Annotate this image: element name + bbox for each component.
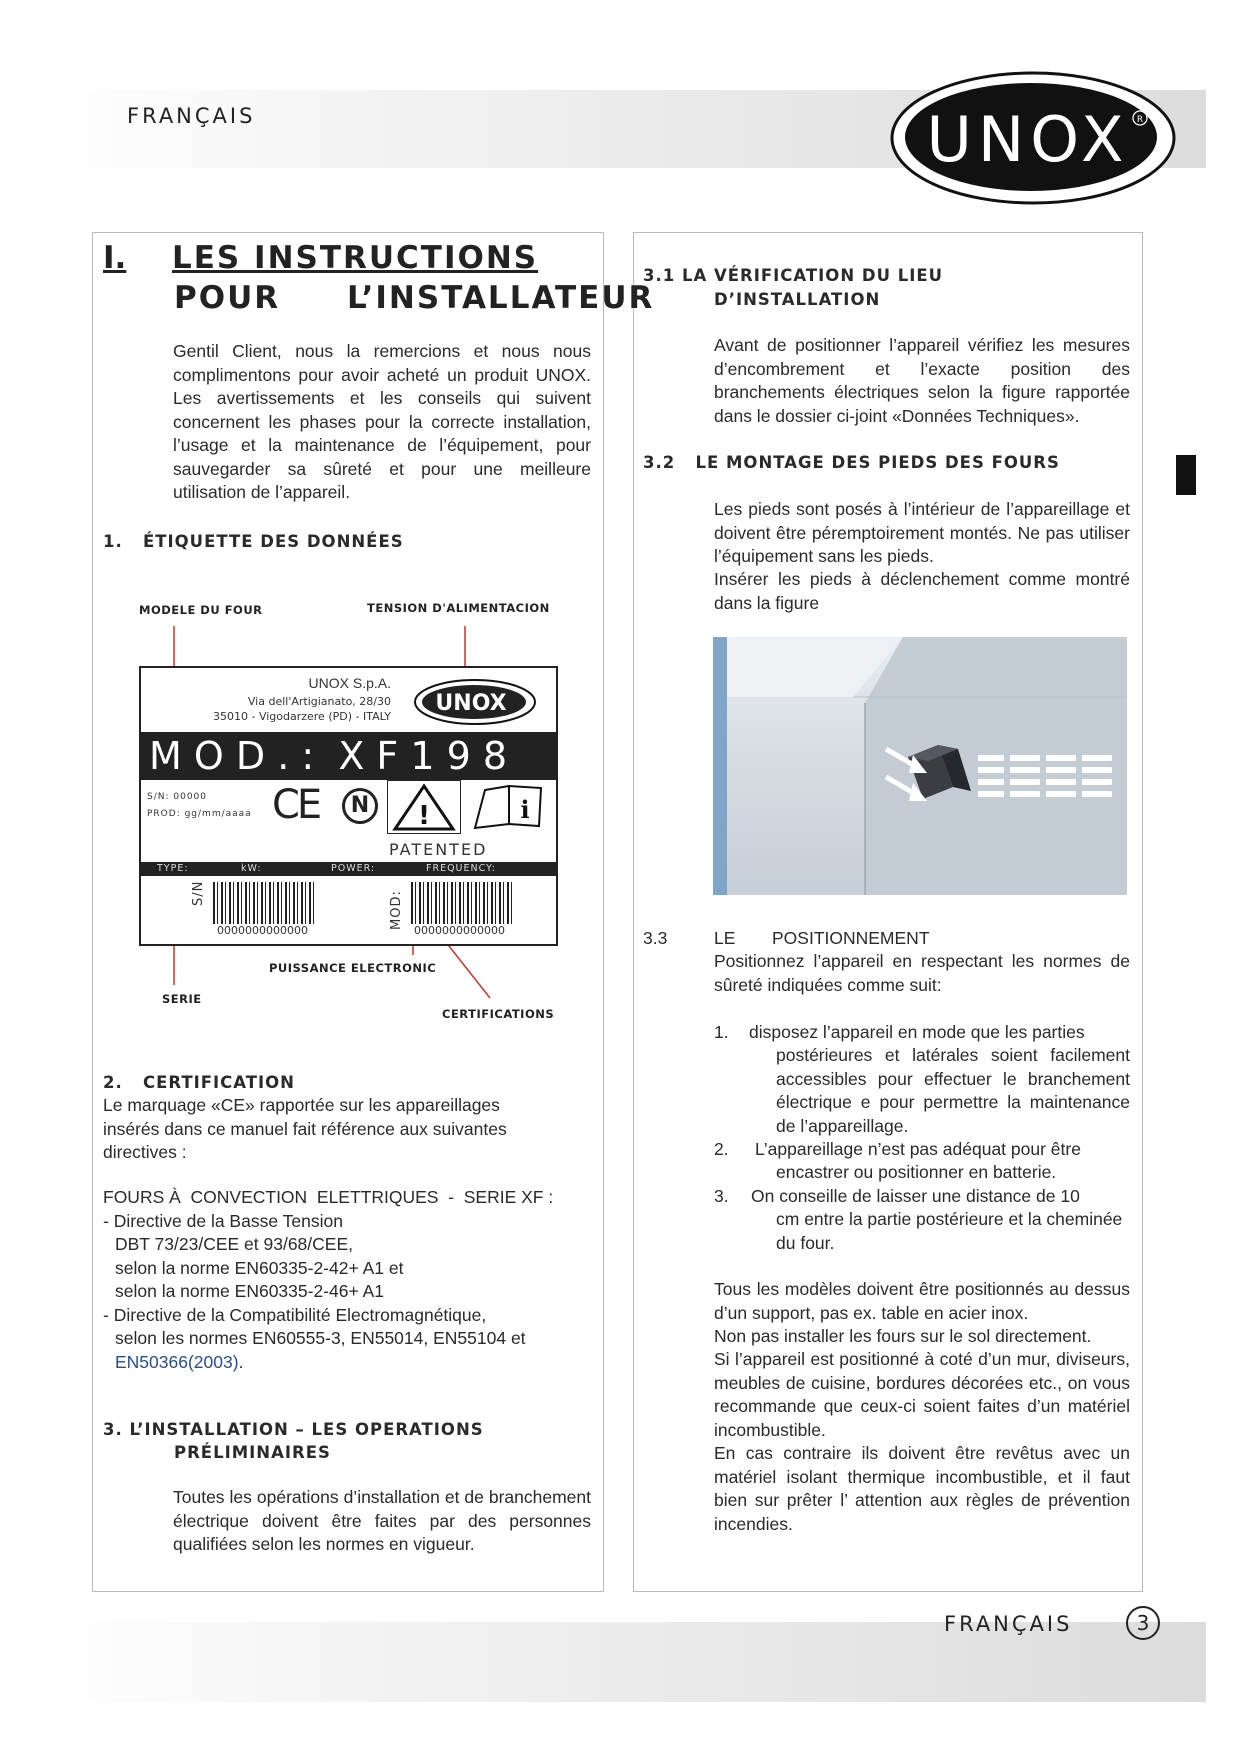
plate-address2: 35010 - Vigodarzere (PD) - ITALY bbox=[212, 710, 391, 723]
section2-line-3: selon la norme EN60335-2-42+ A1 et bbox=[115, 1258, 404, 1278]
section2-text: Le marquage «CE» rapportée sur les appareillages insérés dans ce manuel fait référence aux suivantes directives : bbox=[103, 1095, 507, 1162]
s33-title-a: LE bbox=[714, 928, 736, 948]
warning-icon bbox=[387, 780, 461, 834]
section2-line-2: DBT 73/23/CEE et 93/68/CEE, bbox=[115, 1234, 354, 1254]
plate-power: POWER: bbox=[331, 863, 376, 874]
section3-text: Toutes les opérations d’installation et de branchement électrique doivent être faites par des personnes qualifiées selon les normes en vigueur. bbox=[173, 1487, 591, 1554]
barcode-2 bbox=[411, 882, 515, 924]
barcode-1 bbox=[213, 882, 317, 924]
title-numeral: I. bbox=[103, 240, 127, 276]
s33-item-2-first: L’appareillage n’est pas adéquat pour être bbox=[755, 1139, 1081, 1159]
plate-sn-vertical: S/N bbox=[191, 880, 206, 906]
plate-model-bar bbox=[141, 732, 556, 780]
label-model: MODELE DU FOUR bbox=[139, 603, 263, 617]
plate-frequency: FREQUENCY: bbox=[426, 863, 496, 874]
s31-title-2: D’INSTALLATION bbox=[714, 290, 881, 309]
section2-line-1: - Directive de la Basse Tension bbox=[103, 1211, 343, 1231]
plate-patented: PATENTED bbox=[389, 840, 488, 859]
section2-link-line bbox=[115, 1351, 243, 1375]
s32-text-1: Les pieds sont posés à l’intérieur de l’appareillage et doivent être péremptoirement montés. Ne pas utiliser l’équipement sans les pieds. bbox=[714, 499, 1130, 566]
barcode-1-digits: 0000000000000 bbox=[217, 924, 308, 937]
title-line2a: POUR bbox=[174, 280, 281, 316]
label-certifications: CERTIFICATIONS bbox=[442, 1007, 555, 1021]
section2-link-suffix: . bbox=[238, 1352, 244, 1372]
page-number bbox=[1126, 1606, 1160, 1640]
en50366-link[interactable]: EN50366(2003) bbox=[115, 1352, 239, 1372]
s32-title: 3.2 LE MONTAGE DES PIEDS DES FOURS bbox=[643, 453, 1060, 472]
s31-title-1: 3.1 LA VÉRIFICATION DU LIEU bbox=[643, 266, 944, 285]
data-plate bbox=[139, 666, 558, 946]
s32-text-2: Insérer les pieds à déclenchement comme montré dans la figure bbox=[714, 569, 1130, 613]
plate-mod-vertical: MOD: bbox=[389, 890, 404, 930]
plate-logo bbox=[413, 678, 537, 726]
section1-title: 1. ÉTIQUETTE DES DONNÉES bbox=[103, 532, 404, 551]
plate-address1: Via dell'Artigianato, 28/30 bbox=[247, 695, 391, 708]
plate-spec-bar bbox=[141, 862, 556, 876]
plate-type: TYPE: bbox=[157, 863, 189, 874]
header-language: FRANÇAIS bbox=[127, 104, 256, 128]
s33-paragraph-3: Si l’appareil est positionné à coté d’un mur, diviseurs, meubles de cuisine, bordures décorées etc., on vous recommande que ceux-ci soient faites d’un matériel incombustible. bbox=[714, 1349, 1130, 1440]
label-power: PUISSANCE ELECTRONIC bbox=[269, 961, 437, 975]
barcode-2-digits: 0000000000000 bbox=[414, 924, 505, 937]
svg-text:R: R bbox=[1136, 115, 1144, 125]
label-serie: SERIE bbox=[162, 992, 202, 1006]
footer-language: FRANÇAIS bbox=[944, 1612, 1073, 1636]
s31-text: Avant de positionner l’appareil vérifiez les mesures d’encombrement et l’exacte position des branchements électriques selon la figure rapportée dans le dossier ci-joint «Données Techniques». bbox=[714, 335, 1130, 426]
plate-kw: kW: bbox=[241, 863, 262, 874]
s33-item-2-number: 2. bbox=[714, 1139, 729, 1159]
svg-text:i: i bbox=[520, 795, 530, 824]
plate-model: M O D . : X F 1 9 8 bbox=[149, 734, 508, 778]
oven-feet-figure bbox=[713, 637, 1127, 895]
title-line2b: L’INSTALLATEUR bbox=[347, 280, 655, 316]
s33-paragraph-4: En cas contraire ils doivent être revêtus avec un matériel isolant thermique incombustible, et il faut bien sur prêter l’ attention aux règles de prévention incendies. bbox=[714, 1443, 1130, 1534]
section3-title-2: PRÉLIMINAIRES bbox=[174, 1443, 331, 1462]
s33-number: 3.3 bbox=[643, 928, 668, 948]
s33-item-1-first: disposez l’appareil en mode que les parties bbox=[749, 1022, 1085, 1042]
section2-subtitle: FOURS À CONVECTION ELETTRIQUES - SERIE XF : bbox=[103, 1187, 554, 1207]
section2-line-5: - Directive de la Compatibilité Electromagnétique, bbox=[103, 1305, 487, 1325]
plate-company: UNOX S.p.A. bbox=[308, 675, 391, 691]
s33-item-1-rest: postérieures et latérales soient facilement accessibles pour effectuer le branchement électrique e pour permettre la maintenance de l’appareillage. bbox=[776, 1045, 1130, 1136]
svg-text:UNOX: UNOX bbox=[435, 691, 507, 716]
s33-item-1-number: 1. bbox=[714, 1022, 729, 1042]
s33-item-3-number: 3. bbox=[714, 1186, 729, 1206]
section2-line-4: selon la norme EN60335-2-46+ A1 bbox=[115, 1281, 384, 1301]
section2-title: 2. CERTIFICATION bbox=[103, 1073, 295, 1092]
plate-sn: S/N: 00000 bbox=[147, 792, 208, 802]
page-number-value: 3 bbox=[1136, 1611, 1150, 1635]
s33-text: Positionnez l’appareil en respectant les normes de sûreté indiquées comme suit: bbox=[714, 951, 1130, 995]
label-voltage: TENSION D'ALIMENTACION bbox=[367, 601, 550, 615]
unox-logo-text: UNOX bbox=[926, 103, 1130, 176]
s33-item-3-first: On conseille de laisser une distance de 10 bbox=[751, 1186, 1080, 1206]
s33-item-2-rest: encastrer ou positionner en batterie. bbox=[776, 1162, 1057, 1182]
intro-paragraph: Gentil Client, nous la remercions et nous nous complimentons pour avoir acheté un produit UNOX. Les avertissements et les conseils qui suivent concernent les phases pour la correcte installation, l’usage et la maintenance de l’équipement, pour sauvegarder sa sûreté et pour une meilleure utilisation de l’appareil. bbox=[173, 341, 591, 502]
section3-title-1: 3. L’INSTALLATION – LES OPERATIONS bbox=[103, 1420, 484, 1439]
s33-paragraph-2: Non pas installer les fours sur le sol directement. bbox=[714, 1326, 1092, 1346]
ce-mark: CE bbox=[272, 782, 320, 828]
svg-text:!: ! bbox=[418, 801, 430, 831]
n-mark-icon bbox=[342, 788, 378, 824]
s33-paragraph-1: Tous les modèles doivent être positionnés au dessus d’un support, pas ex. table en acier inox. bbox=[714, 1279, 1130, 1323]
title-line1: LES INSTRUCTIONS bbox=[172, 240, 539, 276]
s33-title-b: POSITIONNEMENT bbox=[772, 928, 930, 948]
plate-prod: PROD: gg/mm/aaaa bbox=[147, 809, 252, 819]
s33-item-3-rest: cm entre la partie postérieure et la cheminée du four. bbox=[776, 1209, 1123, 1253]
section2-line-6: selon les normes EN60555-3, EN55014, EN55104 et bbox=[115, 1328, 526, 1348]
n-mark-letter: N bbox=[350, 793, 370, 818]
manual-book-icon bbox=[469, 782, 547, 832]
